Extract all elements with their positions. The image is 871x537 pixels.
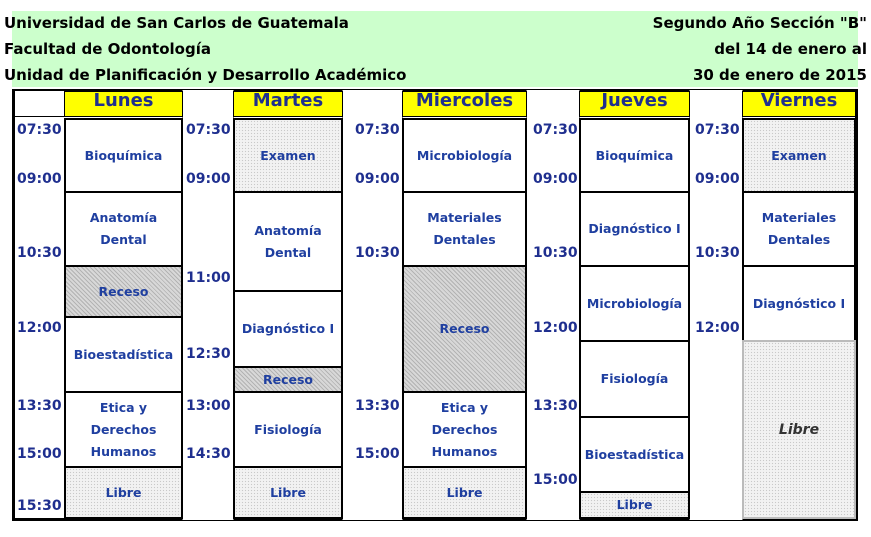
day-header-thursday: Jueves — [579, 91, 690, 117]
faculty-name: Facultad de Odontología — [4, 40, 211, 58]
time-label: 15:00 — [17, 446, 62, 462]
time-column — [526, 90, 580, 520]
day-header-friday: Viernes — [742, 91, 856, 117]
date-to: 30 de enero de 2015 — [692, 66, 867, 84]
class-cell: Anatomía Dental — [64, 191, 183, 267]
class-cell: Etica y Derechos Humanos — [64, 391, 183, 468]
class-cell: Microbiología — [402, 118, 527, 193]
recess-cell: Receso — [402, 265, 527, 393]
time-label: 12:00 — [17, 320, 62, 336]
time-label: 13:30 — [533, 398, 578, 414]
time-label: 10:30 — [355, 245, 400, 261]
time-label: 15:00 — [355, 446, 400, 462]
time-label: 12:00 — [695, 320, 740, 336]
class-cell: Bioestadística — [579, 416, 690, 493]
time-label: 10:30 — [695, 245, 740, 261]
time-label: 14:30 — [186, 446, 231, 462]
class-cell: Bioestadística — [64, 316, 183, 393]
time-header-cell — [15, 91, 64, 117]
class-cell: Fisiología — [579, 340, 690, 418]
time-label: 13:30 — [17, 398, 62, 414]
free-cell: Libre — [64, 466, 183, 519]
time-label: 12:30 — [186, 346, 231, 362]
time-label: 07:30 — [695, 122, 740, 138]
exam-cell: Examen — [742, 118, 856, 193]
class-cell: Bioquímica — [579, 118, 690, 193]
time-label: 13:30 — [355, 398, 400, 414]
time-label: 10:30 — [17, 245, 62, 261]
class-cell: Anatomía Dental — [233, 191, 343, 292]
time-label: 07:30 — [186, 122, 231, 138]
class-cell: Diagnóstico I — [233, 290, 343, 368]
day-header-monday: Lunes — [64, 91, 183, 117]
class-cell: Materiales Dentales — [742, 191, 856, 267]
exam-cell: Examen — [233, 118, 343, 193]
class-cell: Diagnóstico I — [579, 191, 690, 267]
day-header-tuesday: Martes — [233, 91, 343, 117]
day-header-wednesday: Miercoles — [402, 91, 527, 117]
time-label: 15:30 — [17, 498, 62, 514]
date-from: del 14 de enero al — [714, 40, 867, 58]
recess-cell: Receso — [233, 366, 343, 393]
class-cell: Materiales Dentales — [402, 191, 527, 267]
time-label: 12:00 — [533, 320, 578, 336]
time-label: 09:00 — [695, 171, 740, 187]
time-label: 13:00 — [186, 398, 231, 414]
time-label: 11:00 — [186, 270, 231, 286]
time-label: 09:00 — [186, 171, 231, 187]
time-label: 09:00 — [17, 171, 62, 187]
time-label: 10:30 — [533, 245, 578, 261]
recess-cell: Receso — [64, 265, 183, 318]
time-label: 09:00 — [355, 171, 400, 187]
university-name: Universidad de San Carlos de Guatemala — [4, 14, 349, 32]
free-cell: Libre — [742, 340, 856, 519]
time-label: 07:30 — [17, 122, 62, 138]
time-column — [689, 90, 743, 520]
class-cell: Fisiología — [233, 391, 343, 468]
time-label: 09:00 — [533, 171, 578, 187]
class-cell: Bioquímica — [64, 118, 183, 193]
free-cell: Libre — [579, 491, 690, 519]
time-label: 07:30 — [355, 122, 400, 138]
class-cell: Diagnóstico I — [742, 265, 856, 342]
free-cell: Libre — [233, 466, 343, 519]
time-label: 07:30 — [533, 122, 578, 138]
time-label: 15:00 — [533, 472, 578, 488]
section-label: Segundo Año Sección "B" — [652, 14, 867, 32]
class-cell: Etica y Derechos Humanos — [402, 391, 527, 468]
class-cell: Microbiología — [579, 265, 690, 342]
free-cell: Libre — [402, 466, 527, 519]
unit-name: Unidad de Planificación y Desarrollo Académico — [4, 66, 407, 84]
